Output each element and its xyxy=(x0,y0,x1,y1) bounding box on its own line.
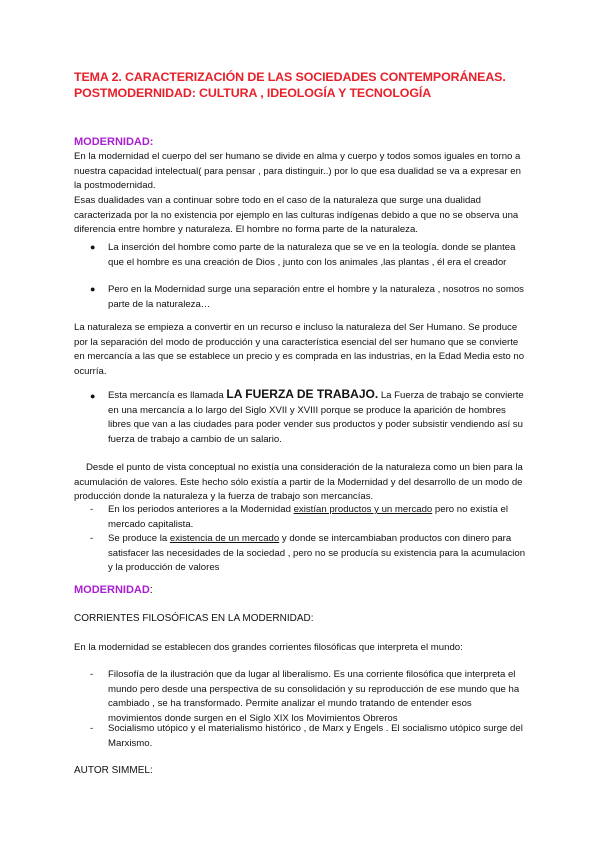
list-item: La inserción del hombre como parte de la naturaleza que se ve en la teología. donde se plantea que el hombre es una creación de Dios , junto con los animales ,las plantas , él era el creador xyxy=(108,242,516,268)
list-item-dash: En los periodos anteriores a la Modernidad existían productos y un mercado pero no existía el mercado capitalista. xyxy=(108,504,508,530)
paragraph-1: En la modernidad el cuerpo del ser humano se divide en alma y cuerpo y todos somos iguales en torno a nuestra capacidad intelectual( para pensar , para distinguir..) por lo que esa dualidad se va a expresar en la postmodernidad. xyxy=(74,151,521,192)
subheading-corrientes: CORRIENTES FILOSÓFICAS EN LA MODERNIDAD: xyxy=(74,613,314,624)
author-heading: AUTOR SIMMEL: xyxy=(74,765,153,776)
paragraph-3: La naturaleza se empieza a convertir en un recurso e incluso la naturaleza del Ser Humano. Se produce por la separación del modo de producción y una característica esencial del ser humano que se convierte en mercancía a las que se establece un precio y es comprada en las industrias, en la Edad Media esto no ocurría. xyxy=(74,322,525,377)
dash-marker: - xyxy=(90,533,94,544)
section-heading-modernidad: MODERNIDAD: xyxy=(74,136,154,148)
bullet-icon: ● xyxy=(90,242,96,252)
paragraph-4: Desde el punto de vista conceptual no existía una consideración de la naturaleza como un bien para la acumulación de valores. Este hecho sólo existía a partir de la Modernidad y del desarrollo de un modo de producción donde la naturaleza y la fuerza de trabajo son mercancías. xyxy=(74,462,523,503)
title-line-2: POSTMODERNIDAD: CULTURA , IDEOLOGÍA Y TECNOLOGÍA xyxy=(74,86,432,100)
bullet-icon: ● xyxy=(90,391,96,401)
emphasis-fuerza-trabajo: LA FUERZA DE TRABAJO. xyxy=(226,387,379,401)
document-title xyxy=(74,69,544,101)
title-line-1: TEMA 2. CARACTERIZACIÓN DE LAS SOCIEDADES CONTEMPORÁNEAS. xyxy=(74,70,506,84)
paragraph-2: Esas dualidades van a continuar sobre todo en el caso de la naturaleza que surge una dualidad caracterizada por la no existencia por ejemplo en las culturas indígenas debido a que no se observa una diferencia entre hombre y naturaleza. El hombre no forma parte de la naturaleza. xyxy=(74,195,519,236)
dash-marker: - xyxy=(90,669,94,680)
section-heading-modernidad-2: MODERNIDAD: xyxy=(74,584,153,596)
list-item: Pero en la Modernidad surge una separación entre el hombre y la naturaleza , nosotros no somos parte de la naturaleza… xyxy=(108,284,524,310)
paragraph-5: En la modernidad se establecen dos grandes corrientes filosóficas que interpreta el mundo: xyxy=(74,642,463,653)
list-item-fuerza-trabajo: Esta mercancía es llamada LA FUERZA DE TRABAJO. La Fuerza de trabajo se convierte en una mercancía a lo largo del Siglo XVII y XVIII porque se produce la aparición de hombres libres que van a las ciudades para poder vender sus productos y poder subsistir vendiendo así su fuerza de trabajo a cambio de un salario. xyxy=(108,387,524,445)
dash-marker: - xyxy=(90,504,94,515)
bullet-icon: ● xyxy=(90,284,96,294)
dash-marker: - xyxy=(90,723,94,734)
list-item-dash: Filosofía de la ilustración que da lugar al liberalismo. Es una corriente filosófica que interpreta el mundo pero desde una perspectiva de su consolidación y su reproducción de ese mundo que ha cambiado , se ha transformado. Permite analizar el mundo tratando de entender esos movimientos donde surgen en el Siglo XIX los Movimientos Obreros xyxy=(108,669,520,724)
list-item-dash: Se produce la existencia de un mercado y donde se intercambiaban productos con dinero para satisfacer las necesidades de la sociedad , pero no se producía su existencia para la acumulacion y la producción de valores xyxy=(108,533,526,574)
list-item-dash: Socialismo utópico y el materialismo histórico , de Marx y Engels . El socialismo utópico surge del Marxismo. xyxy=(108,723,523,749)
